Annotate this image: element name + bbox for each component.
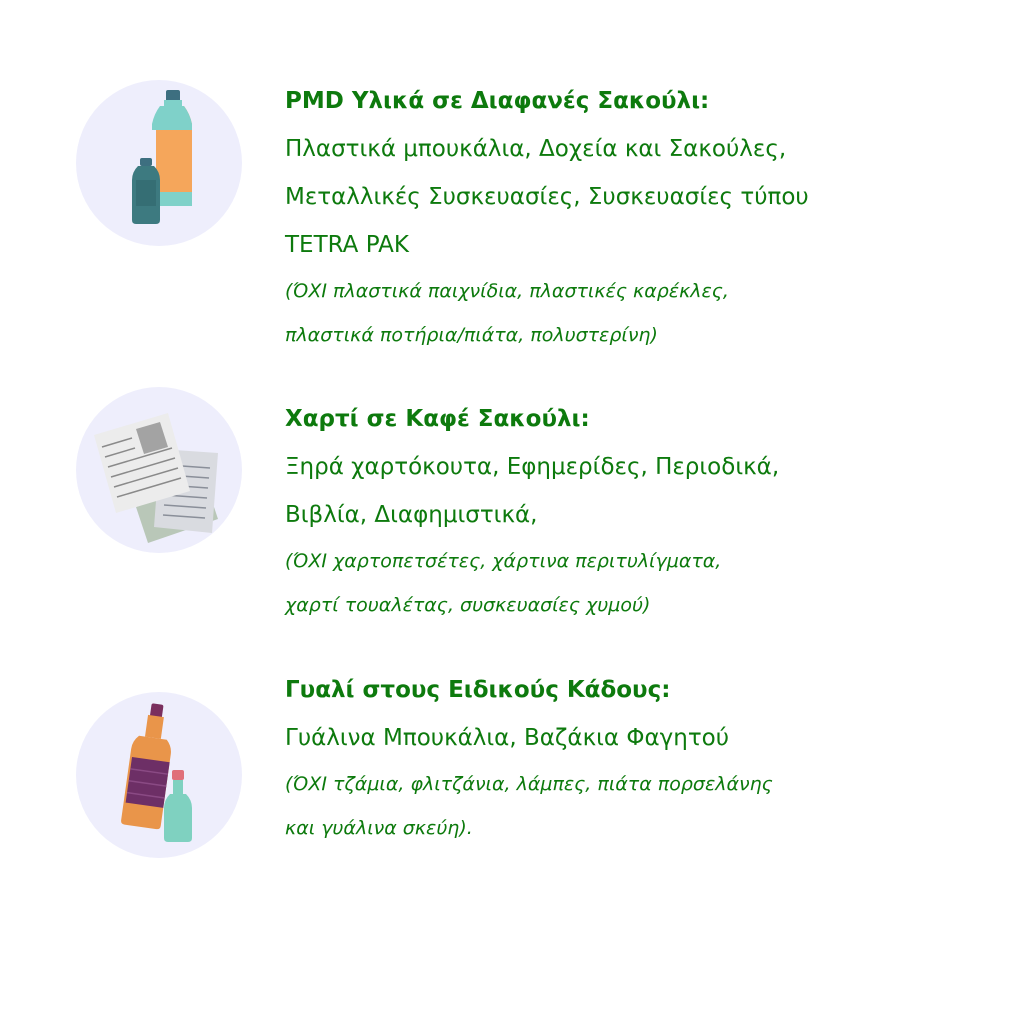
glass-bottles-icon: [76, 692, 242, 858]
excluded-items-note: (ΌΧΙ τζάμια, φλιτζάνια, λάμπες, πιάτα πορσελάνης: [285, 773, 773, 795]
section-title: PMD Υλικά σε Διαφανές Σακούλι:: [285, 88, 710, 114]
excluded-items-note: πλαστικά ποτήρια/πιάτα, πολυστερίνη): [285, 324, 658, 346]
excluded-items-note: και γυάλινα σκεύη).: [285, 817, 473, 839]
glass-text: [285, 666, 985, 850]
section-title: Χαρτί σε Καφέ Σακούλι:: [285, 406, 590, 432]
accepted-items-line: Πλαστικά μπουκάλια, Δοχεία και Σακούλες,: [285, 136, 787, 162]
newspapers-icon: [76, 387, 242, 553]
accepted-items-line: Ξηρά χαρτόκουτα, Εφημερίδες, Περιοδικά,: [285, 454, 780, 480]
excluded-items-note: χαρτί τουαλέτας, συσκευασίες χυμού): [285, 594, 651, 616]
accepted-items-line: TETRA PAK: [285, 232, 409, 258]
plastic-bottles-icon: [76, 80, 242, 246]
section-title: Γυαλί στους Ειδικούς Κάδους:: [285, 677, 671, 703]
accepted-items-line: Βιβλία, Διαφημιστικά,: [285, 502, 538, 528]
excluded-items-note: (ΌΧΙ πλαστικά παιχνίδια, πλαστικές καρέκλες,: [285, 280, 729, 302]
paper-text: [285, 395, 985, 627]
pmd-text: [285, 77, 985, 357]
accepted-items-line: Μεταλλικές Συσκευασίες, Συσκευασίες τύπου: [285, 184, 809, 210]
accepted-items-line: Γυάλινα Μπουκάλια, Βαζάκια Φαγητού: [285, 725, 730, 751]
excluded-items-note: (ΌΧΙ χαρτοπετσέτες, χάρτινα περιτυλίγματα,: [285, 550, 722, 572]
